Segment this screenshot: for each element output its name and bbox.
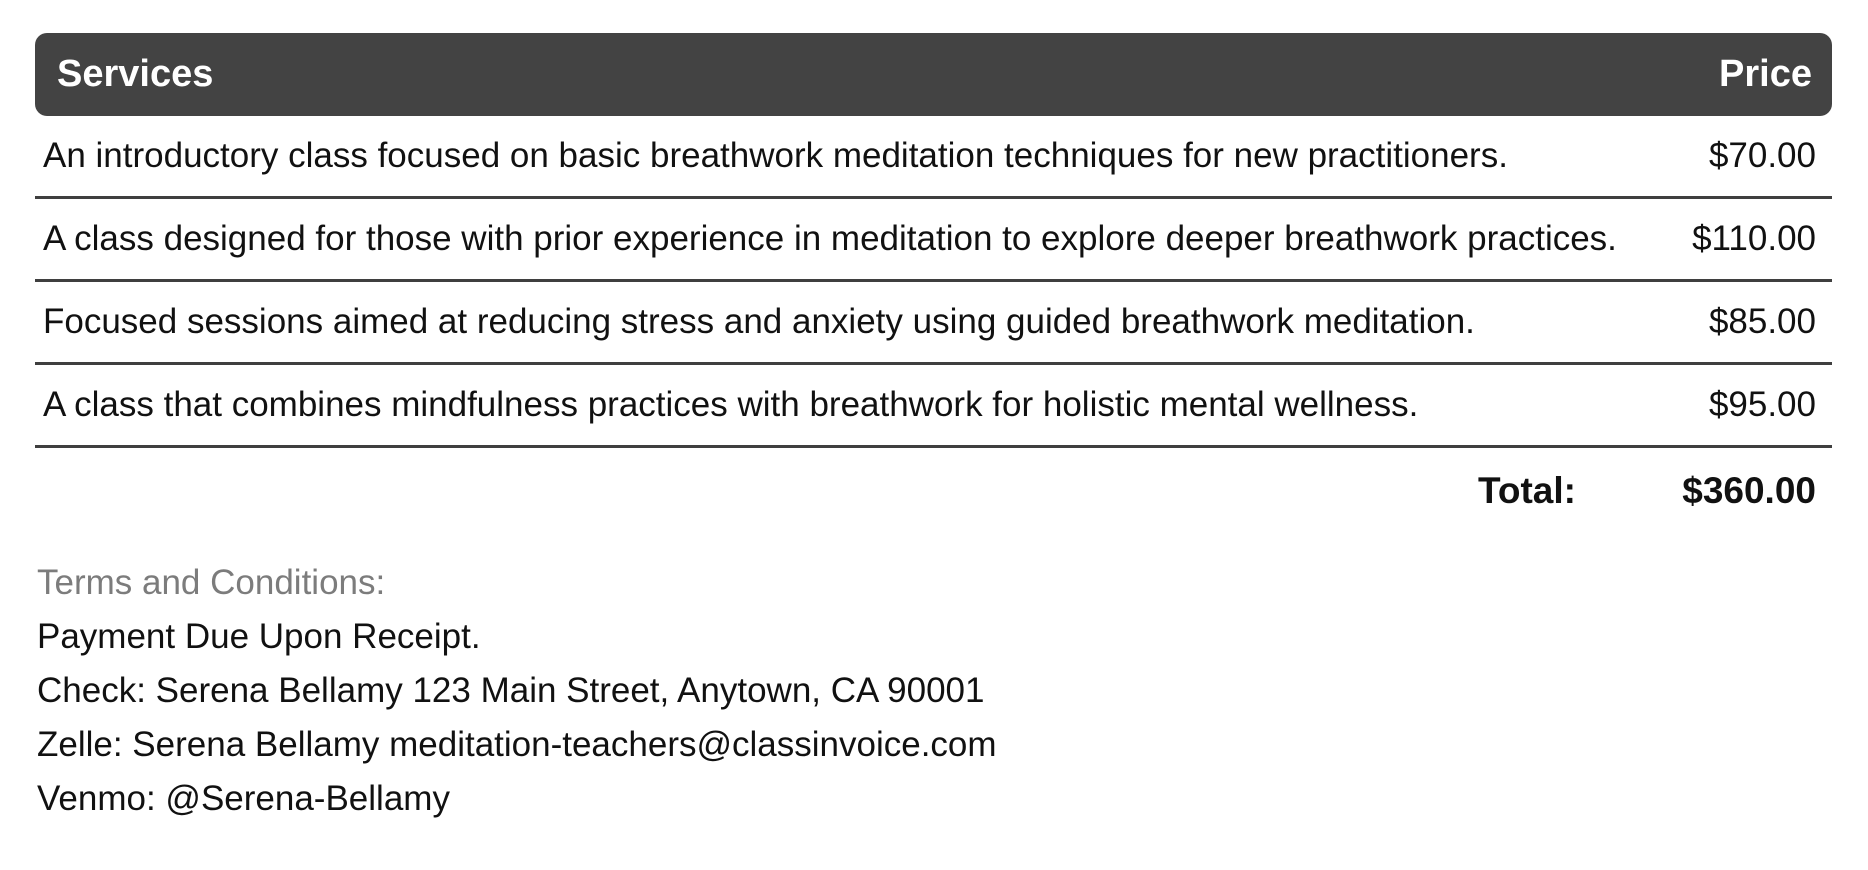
total-value: $360.00 [1682,470,1816,511]
services-column-header: Services [57,53,214,95]
service-price: $70.00 [1708,136,1816,175]
price-column-header: Price [1719,53,1812,95]
table-row [35,282,1832,365]
terms-line-venmo: Venmo: @Serena-Bellamy [37,779,450,818]
service-price: $110.00 [1692,219,1816,258]
total-row [35,448,1832,512]
table-row [35,365,1832,448]
service-description: A class designed for those with prior experience in meditation to explore deeper breathwork practices. [43,219,1617,258]
service-price: $85.00 [1708,302,1816,341]
service-description: Focused sessions aimed at reducing stress and anxiety using guided breathwork meditation. [43,302,1475,341]
table-row [35,116,1832,199]
terms-section [35,556,1832,826]
table-header-row [35,33,1832,116]
table-row [35,199,1832,282]
service-description: A class that combines mindfulness practices with breathwork for holistic mental wellness. [43,385,1419,424]
terms-line-check: Check: Serena Bellamy 123 Main Street, Anytown, CA 90001 [37,671,985,710]
total-label: Total: [1478,470,1576,511]
terms-title: Terms and Conditions: [37,563,386,602]
service-price: $95.00 [1708,385,1816,424]
services-table [35,33,1832,512]
terms-line-zelle: Zelle: Serena Bellamy meditation-teachers@classinvoice.com [37,725,997,764]
service-description: An introductory class focused on basic breathwork meditation techniques for new practitioners. [43,136,1508,175]
terms-line-payment: Payment Due Upon Receipt. [37,617,481,656]
